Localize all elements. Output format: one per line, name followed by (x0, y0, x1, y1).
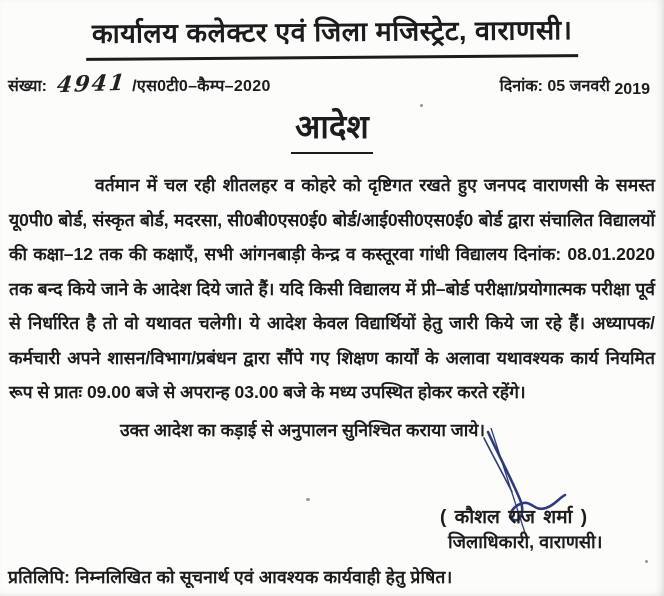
date-label: दिनांक: (499, 78, 543, 95)
scan-speck (645, 560, 648, 563)
signatory-designation: जिलाधिकारी, वाराणसी। (448, 532, 603, 552)
reference-row (0, 59, 664, 97)
signatory-name: ( कौशल राज शर्मा ) (440, 507, 588, 528)
copy-distribution-line: प्रतिलिपि: निम्नलिखित को सूचनार्थ एवं आवश्यक कार्यवाही हेतु प्रेषित। (8, 567, 453, 587)
reference-number-handwritten: 4941 (55, 69, 128, 99)
reference-number (8, 71, 271, 97)
date-year: 2019 (614, 81, 650, 98)
scan-speck (306, 498, 310, 501)
scan-speck (420, 104, 423, 107)
order-body-paragraph: वर्तमान में चल रही शीतलहर व कोहरे को दृष्टिगत रखते हुए जनपद वाराणसी के समस्त यू0पी0 बोर्ड, संस्कृत बोर्ड, मदरसा, सी0बी0एस0ई0 बोर्ड/आई0सी0एस0ई0 बोर्ड द्वारा संचालित विद्यालयों की कक्षा–12 तक की कक्षाएँ, सभी आंगनबाड़ी केन्द्र व कस्तूरवा गांधी विद्यालय दिनांक: 08.01.2020 तक बन्द किये जाने के आदेश दिये जाते हैं। यदि किसी विद्यालय में प्री–बोर्ड परीक्षा/प्रयोगात्मक परीक्षा पूर्व से निर्धारित है तो वो यथावत चलेगी। ये आदेश केवल विद्यार्थियों हेतु जारी किये जा रहे हैं। अध्यापक/कर्मचारी अपने शासन/विभाग/प्रबंधन द्वारा सौंपे गए शिक्षण कार्यों के अलावा यथावश्यक कार्य नियमित रूप से प्रातः 09.00 बजे से अपरान्ह 03.00 बजे के मध्य उपस्थित होकर करते रहेंगे। (9, 175, 655, 402)
signatory-block (440, 505, 603, 555)
order-title: आदेश (291, 103, 373, 154)
document-date (500, 74, 652, 96)
office-title: कार्यालय कलेक्टर एवं जिला मजिस्ट्रेट, वाराणसी। (86, 10, 579, 61)
compliance-line: उक्त आदेश का कड़ाई से अनुपालन सुनिश्चित कराया जाये। (120, 419, 486, 440)
document-header (0, 0, 664, 59)
reference-number-label: संख्या: (8, 78, 47, 95)
reference-number-suffix: /एस0टी0–कैम्प–2020 (132, 78, 271, 95)
date-value: 05 जनवरी (547, 78, 610, 95)
order-title-wrap (0, 103, 664, 154)
